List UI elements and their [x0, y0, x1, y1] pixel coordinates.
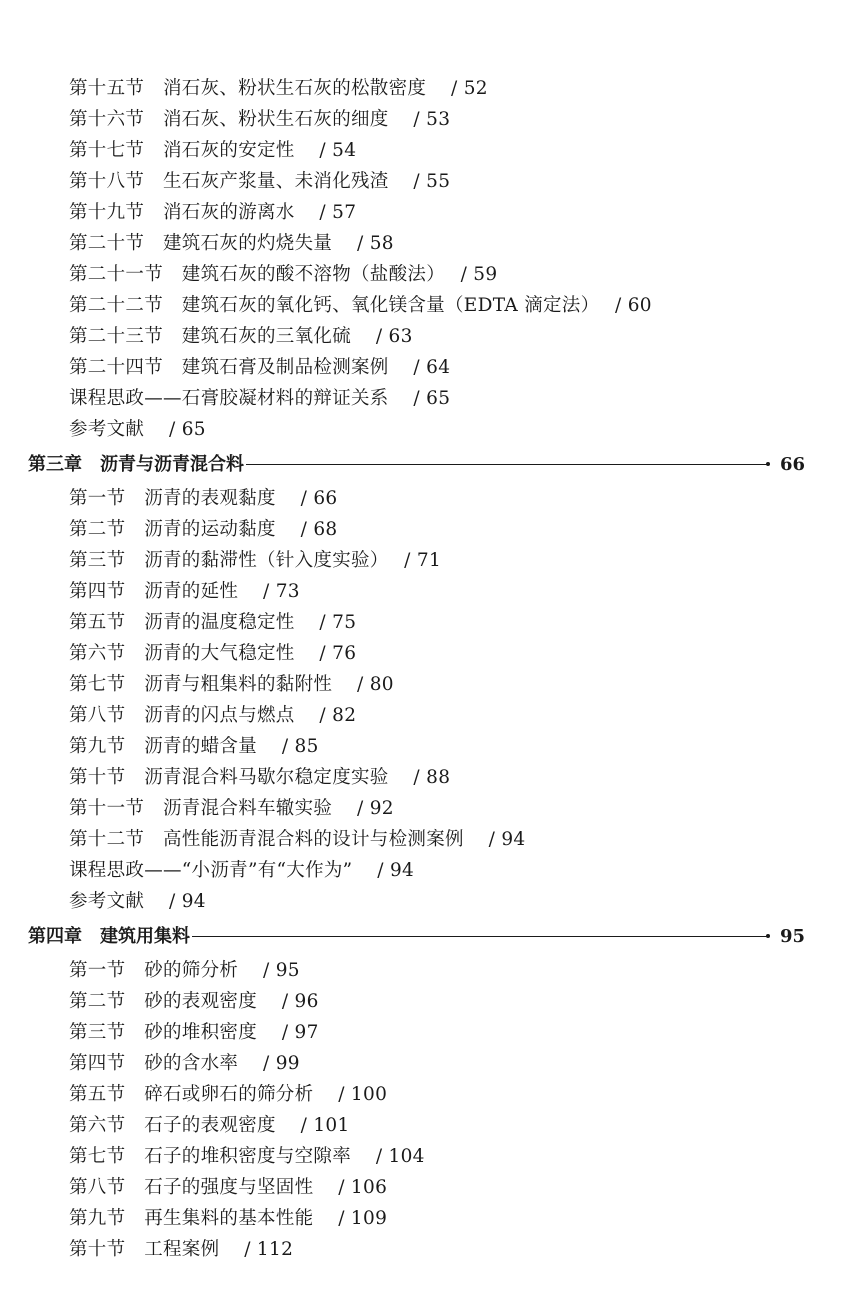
- toc-entry[interactable]: [0, 793, 852, 824]
- toc-entry-page: / 96: [281, 991, 319, 1012]
- toc-entry-page: / 65: [413, 388, 451, 409]
- leader-dot: [766, 934, 770, 938]
- chapter-number: 第四章: [28, 926, 82, 947]
- toc-entry-page: / 88: [413, 767, 451, 788]
- toc-entry[interactable]: [0, 1017, 852, 1048]
- entry-spacer: [144, 419, 163, 440]
- toc-entry[interactable]: [0, 700, 852, 731]
- toc-entry-title: 第九节 再生集料的基本性能: [69, 1208, 314, 1229]
- toc-entry-page: / 65: [169, 419, 206, 440]
- entry-spacer: [144, 891, 163, 912]
- toc-entry-title: 第五节 碎石或卵石的筛分析: [69, 1084, 314, 1105]
- toc-entry[interactable]: [0, 886, 852, 917]
- toc-entry-page: / 97: [281, 1022, 319, 1043]
- toc-entry-title: 第十六节 消石灰、粉状生石灰的细度: [69, 109, 389, 130]
- leader-line: [246, 464, 768, 465]
- entry-spacer: [295, 202, 314, 223]
- table-of-contents: [0, 73, 852, 1265]
- entry-spacer: [295, 612, 314, 633]
- toc-entry-page: / 109: [338, 1208, 388, 1229]
- entry-spacer: [313, 1177, 332, 1198]
- toc-entry-title: 第四节 砂的含水率: [69, 1053, 239, 1074]
- toc-entry[interactable]: [0, 986, 852, 1017]
- toc-entry-page: / 106: [338, 1177, 388, 1198]
- chapter-title: 建筑用集料: [100, 926, 190, 947]
- toc-entry-title: 第二节 砂的表观密度: [69, 991, 258, 1012]
- toc-entry[interactable]: [0, 483, 852, 514]
- toc-entry[interactable]: [0, 1234, 852, 1265]
- entry-spacer: [389, 388, 408, 409]
- toc-entry-page: / 95: [263, 960, 300, 981]
- toc-entry-title: 第六节 石子的表观密度: [69, 1115, 276, 1136]
- entry-spacer: [238, 581, 257, 602]
- toc-entry-title: 第十二节 高性能沥青混合料的设计与检测案例: [69, 829, 464, 850]
- toc-entry-page: / 71: [404, 550, 442, 571]
- toc-entry-title: 第九节 沥青的蜡含量: [69, 736, 258, 757]
- entry-spacer: [332, 233, 351, 254]
- entry-spacer: [313, 1208, 332, 1229]
- entry-spacer: [351, 1146, 370, 1167]
- toc-entry[interactable]: [0, 228, 852, 259]
- toc-entry-title: 第十七节 消石灰的安定性: [69, 140, 295, 161]
- toc-entry[interactable]: [0, 731, 852, 762]
- entry-spacer: [352, 860, 371, 881]
- toc-entry-title: 第八节 石子的强度与坚固性: [69, 1177, 314, 1198]
- leader-dot: [766, 462, 770, 466]
- chapter-title: 沥青与沥青混合料: [100, 454, 244, 475]
- toc-entry-title: 第六节 沥青的大气稳定性: [69, 643, 295, 664]
- toc-entry-title: 第十八节 生石灰产浆量、未消化残渣: [69, 171, 389, 192]
- toc-entry[interactable]: [0, 762, 852, 793]
- toc-entry[interactable]: [0, 1141, 852, 1172]
- toc-entry-page: / 64: [413, 357, 451, 378]
- toc-entry-page: / 66: [300, 488, 338, 509]
- entry-spacer: [436, 264, 455, 285]
- entry-spacer: [389, 109, 408, 130]
- toc-entry[interactable]: [0, 576, 852, 607]
- toc-entry-title: 课程思政——“小沥青”有“大作为”: [69, 860, 353, 881]
- toc-entry[interactable]: [0, 104, 852, 135]
- chapter-heading: [0, 447, 852, 483]
- toc-entry-page: / 52: [451, 78, 488, 99]
- toc-entry[interactable]: [0, 514, 852, 545]
- toc-entry[interactable]: [0, 197, 852, 228]
- entry-spacer: [389, 171, 408, 192]
- toc-entry-page: / 104: [375, 1146, 425, 1167]
- toc-entry[interactable]: [0, 669, 852, 700]
- toc-entry-page: / 59: [460, 264, 498, 285]
- chapter-heading: [0, 919, 852, 955]
- toc-entry[interactable]: [0, 545, 852, 576]
- chapter-number: 第三章: [28, 454, 82, 475]
- toc-entry-page: / 55: [413, 171, 451, 192]
- toc-entry-title: 参考文献: [69, 891, 145, 912]
- toc-entry[interactable]: [0, 638, 852, 669]
- toc-entry-title: 第二十四节 建筑石膏及制品检测案例: [69, 357, 389, 378]
- entry-spacer: [219, 1239, 238, 1260]
- toc-entry-title: 第三节 沥青的黏滞性（针入度实验）: [69, 550, 380, 571]
- entry-spacer: [464, 829, 483, 850]
- toc-entry[interactable]: [0, 352, 852, 383]
- toc-entry-page: / 99: [263, 1053, 300, 1074]
- toc-entry-title: 第七节 沥青与粗集料的黏附性: [69, 674, 333, 695]
- toc-entry-title: 第三节 砂的堆积密度: [69, 1022, 258, 1043]
- toc-entry-title: 第八节 沥青的闪点与燃点: [69, 705, 295, 726]
- toc-entry-title: 第五节 沥青的温度稳定性: [69, 612, 295, 633]
- toc-entry-title: 第十九节 消石灰的游离水: [69, 202, 295, 223]
- toc-entry[interactable]: [0, 1172, 852, 1203]
- toc-entry-page: / 80: [357, 674, 394, 695]
- toc-entry-title: 第二十一节 建筑石灰的酸不溶物（盐酸法）: [69, 264, 436, 285]
- toc-entry-page: / 60: [614, 295, 652, 316]
- leader-line: [192, 936, 768, 937]
- toc-entry-page: / 112: [244, 1239, 294, 1260]
- entry-spacer: [332, 674, 351, 695]
- toc-entry-title: 第十五节 消石灰、粉状生石灰的松散密度: [69, 78, 427, 99]
- toc-entry-page: / 63: [375, 326, 413, 347]
- toc-entry-page: / 54: [319, 140, 357, 161]
- entry-spacer: [379, 550, 398, 571]
- entry-spacer: [332, 798, 351, 819]
- toc-entry-page: / 73: [263, 581, 300, 602]
- toc-entry-title: 课程思政——石膏胶凝材料的辩证关系: [69, 388, 389, 409]
- toc-entry-page: / 53: [413, 109, 451, 130]
- toc-entry-page: / 94: [488, 829, 526, 850]
- entry-spacer: [238, 1053, 257, 1074]
- entry-spacer: [257, 1022, 276, 1043]
- toc-entry-page: / 85: [281, 736, 319, 757]
- toc-entry[interactable]: [0, 135, 852, 166]
- toc-entry[interactable]: [0, 414, 852, 445]
- entry-spacer: [276, 519, 295, 540]
- toc-entry[interactable]: [0, 166, 852, 197]
- toc-entry[interactable]: [0, 607, 852, 638]
- entry-spacer: [295, 140, 314, 161]
- toc-entry-title: 第七节 石子的堆积密度与空隙率: [69, 1146, 352, 1167]
- toc-entry[interactable]: [0, 290, 852, 321]
- toc-entry-title: 第十节 沥青混合料马歇尔稳定度实验: [69, 767, 389, 788]
- toc-entry-title: 第二十节 建筑石灰的灼烧失量: [69, 233, 333, 254]
- entry-spacer: [313, 1084, 332, 1105]
- toc-entry[interactable]: [0, 955, 852, 986]
- toc-entry-title: 第一节 沥青的表观黏度: [69, 488, 276, 509]
- entry-spacer: [426, 78, 445, 99]
- toc-entry-title: 第二十二节 建筑石灰的氧化钙、氧化镁含量（EDTA 滴定法）: [69, 295, 591, 316]
- toc-entry[interactable]: [0, 259, 852, 290]
- entry-spacer: [257, 736, 276, 757]
- entry-spacer: [276, 488, 295, 509]
- toc-entry[interactable]: [0, 855, 852, 886]
- toc-entry[interactable]: [0, 1203, 852, 1234]
- toc-entry[interactable]: [0, 321, 852, 352]
- toc-entry-page: / 100: [338, 1084, 388, 1105]
- toc-entry-page: / 94: [169, 891, 206, 912]
- toc-entry[interactable]: [0, 1048, 852, 1079]
- entry-spacer: [257, 991, 276, 1012]
- entry-spacer: [389, 357, 408, 378]
- entry-spacer: [276, 1115, 295, 1136]
- toc-entry-page: / 58: [357, 233, 394, 254]
- entry-spacer: [295, 643, 314, 664]
- entry-spacer: [351, 326, 370, 347]
- toc-entry[interactable]: [0, 1079, 852, 1110]
- toc-entry[interactable]: [0, 1110, 852, 1141]
- entry-spacer: [590, 295, 609, 316]
- toc-entry-title: 第十节 工程案例: [69, 1239, 220, 1260]
- toc-entry-page: / 76: [319, 643, 357, 664]
- entry-spacer: [295, 705, 314, 726]
- toc-entry-page: / 94: [377, 860, 415, 881]
- chapter-page-number[interactable]: 66: [779, 454, 805, 475]
- toc-entry[interactable]: [0, 383, 852, 414]
- toc-entry-title: 第二十三节 建筑石灰的三氧化硫: [69, 326, 352, 347]
- toc-entry-title: 第四节 沥青的延性: [69, 581, 239, 602]
- toc-entry-page: / 82: [319, 705, 357, 726]
- toc-entry-page: / 57: [319, 202, 357, 223]
- entry-spacer: [389, 767, 408, 788]
- toc-entry-page: / 92: [357, 798, 394, 819]
- toc-entry[interactable]: [0, 73, 852, 104]
- toc-entry-page: / 75: [319, 612, 357, 633]
- toc-entry-page: / 101: [300, 1115, 350, 1136]
- toc-entry-title: 第一节 砂的筛分析: [69, 960, 239, 981]
- entry-spacer: [238, 960, 257, 981]
- toc-entry-title: 第十一节 沥青混合料车辙实验: [69, 798, 333, 819]
- toc-entry-title: 第二节 沥青的运动黏度: [69, 519, 276, 540]
- toc-entry[interactable]: [0, 824, 852, 855]
- chapter-page-number[interactable]: 95: [779, 926, 805, 947]
- toc-entry-page: / 68: [300, 519, 338, 540]
- toc-entry-title: 参考文献: [69, 419, 145, 440]
